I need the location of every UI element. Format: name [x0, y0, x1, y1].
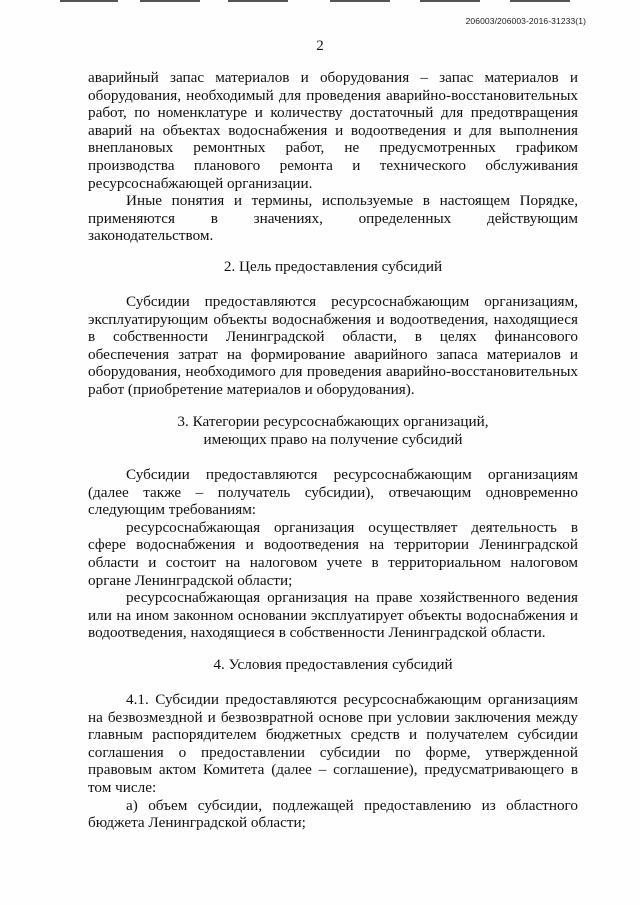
section-heading-text: имеющих право на получение субсидий	[203, 430, 463, 448]
scan-edge-line	[330, 0, 390, 2]
scan-edge-line	[60, 0, 118, 2]
section-heading	[88, 656, 578, 674]
paragraph: Субсидии предоставляются ресурсоснабжающим организациям, эксплуатирующим объекты водоснабжения и водоотведения, находящиеся в собственности Ленинградской области, в целях финансового обеспечения затрат на формирование аварийного запаса материалов и оборудования, необходимого для проведения аварийно-восстановительных работ (приобретение материалов и оборудования).	[88, 293, 578, 398]
paragraph: ресурсоснабжающая организация осуществляет деятельность в сфере водоснабжения и водоотведения на территории Ленинградской области и состоит на налоговом учете в территориальном налоговом органе Ленинградской области;	[88, 518, 578, 589]
paragraph: Субсидии предоставляются ресурсоснабжающим организациям (далее также – получатель субсидии), отвечающим одновременно следующим требованиям:	[88, 466, 578, 519]
section-4-body	[88, 691, 578, 832]
paragraph: аварийный запас материалов и оборудования – запас материалов и оборудования, необходимый для проведения аварийно-восстановительных работ, по номенклатуре и количеству достаточный для предотвращения аварий на объектах водоснабжения и водоотведения и для выполнения внеплановых ремонтных работ, не предусмотренных графиком производства планового ремонта и технического обслуживания ресурсоснабжающей организации.	[88, 69, 578, 192]
paragraph: ресурсоснабжающая организация на праве хозяйственного ведения или на ином законном основании эксплуатирует объекты водоснабжения и водоотведения, находящиеся в собственности Ленинградской области.	[88, 589, 578, 642]
scan-edge-line	[510, 0, 570, 2]
section-heading	[88, 258, 578, 276]
document-code: 206003/206003-2016-31233(1)	[465, 16, 586, 26]
section-heading-text: 2. Цель предоставления субсидий	[223, 258, 443, 275]
definitions-block	[88, 69, 578, 245]
scan-edge-line	[228, 0, 288, 2]
section-heading-text: 3. Категории ресурсоснабжающих организаций,	[177, 413, 489, 430]
section-2-body	[88, 293, 578, 399]
scan-edge-line	[140, 0, 200, 2]
paragraph: Иные понятия и термины, используемые в настоящем Порядке, применяются в значениях, определенных действующим законодательством.	[88, 192, 578, 245]
scan-edge-line	[420, 0, 480, 2]
section-3-body	[88, 466, 578, 642]
paragraph: а) объем субсидии, подлежащей предоставлению из областного бюджета Ленинградской области;	[88, 796, 578, 832]
section-heading-text: 4. Условия предоставления субсидий	[213, 656, 453, 673]
paragraph: 4.1. Субсидии предоставляются ресурсоснабжающим организациям на безвозмездной и безвозвратной основе при условии заключения между главным распорядителем бюджетных средств и получателем субсидии соглашения о предоставлении субсидии по форме, утвержденной правовым актом Комитета (далее – соглашение), предусматривающего в том числе:	[88, 691, 578, 796]
page-number: 2	[316, 38, 324, 54]
section-heading	[88, 413, 578, 449]
